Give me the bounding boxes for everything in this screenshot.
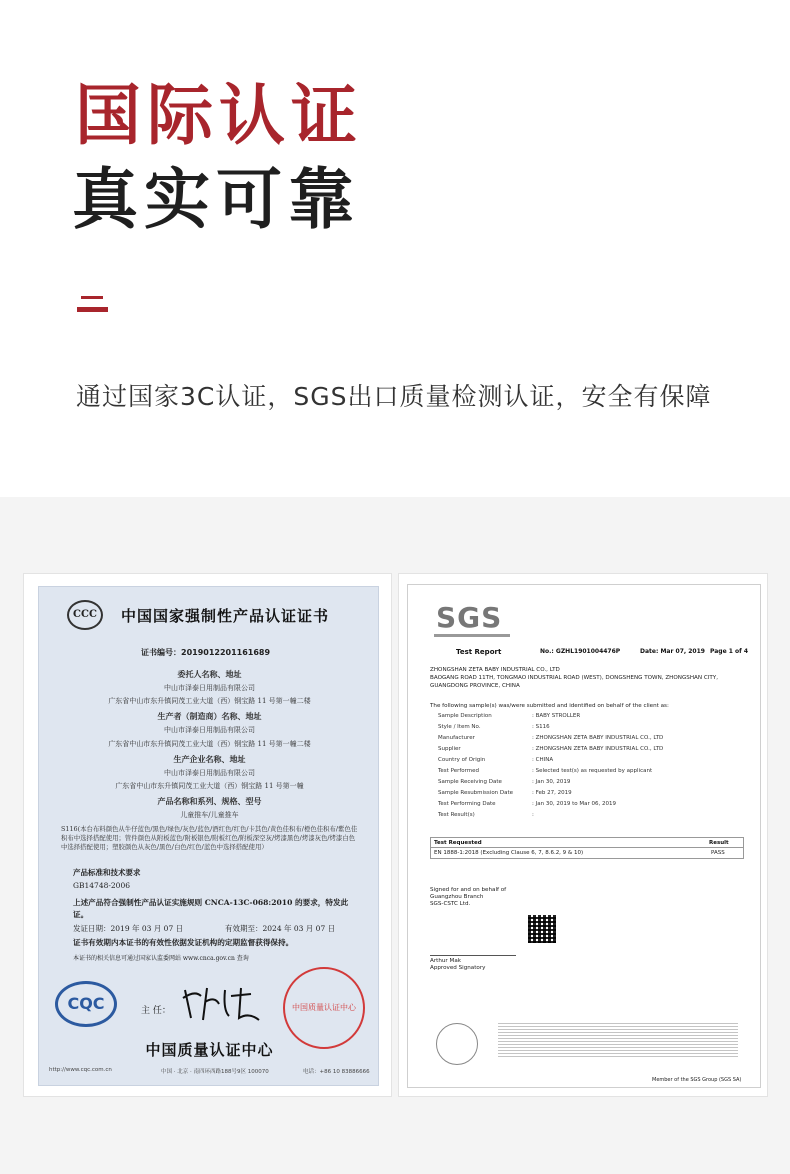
seal-text: 中国质量认证中心 (292, 1003, 356, 1012)
table-header-test: Test Requested (434, 840, 482, 846)
field-value: : Jan 30, 2019 to Mar 06, 2019 (532, 801, 616, 807)
issuing-organization: 中国质量认证中心 (145, 1041, 274, 1059)
maker-address: 广东省中山市东升镇同茂工业大道（西）钢宝路 11 号第一幢二楼 (108, 740, 311, 748)
subtitle: 通过国家3C认证，SGS出口质量检测认证，安全有保障 (76, 382, 712, 411)
field-value: : Selected test(s) as requested by applicant (532, 768, 653, 774)
client-address-line-2: BAOGANG ROAD 11TH, TONGMAO INDUSTRIAL ROAD (WEST), DONGSHENG TOWN, ZHONGSHAN CITY, (430, 675, 719, 681)
cert-title: 中国国家强制性产品认证证书 (121, 607, 330, 625)
qr-code-icon (528, 915, 556, 943)
report-date: Date: Mar 07, 2019 (640, 648, 705, 655)
factory-address: 广东省中山市东升镇同茂工业大道（西）钢宝路 11 号第一幢 (115, 782, 304, 790)
signature-line (430, 955, 516, 956)
cqc-logo-icon: CQC (55, 981, 117, 1027)
field-label: Sample Description (438, 713, 492, 719)
header-section (0, 0, 790, 497)
sgs-report-paper (407, 584, 761, 1088)
client-name: 中山市泽泰日用制品有限公司 (164, 684, 255, 692)
sample-intro: The following sample(s) was/were submitted and identified on behalf of the client as: (430, 703, 669, 709)
product-heading: 产品名称和系列、规格、型号 (157, 796, 262, 806)
field-label: Test Result(s) (438, 812, 475, 818)
title-reliable: 真实可靠 (72, 161, 360, 238)
field-label: Test Performed (438, 768, 480, 774)
table-cell-result: PASS (711, 850, 725, 856)
issue-date: 发证日期：2019 年 03 月 07 日 (73, 924, 184, 933)
conformity-statement: 上述产品符合强制性产品认证实施规则 CNCA-13C-068:2010 的要求，特发此证。 (73, 898, 349, 919)
cert-number: 证书编号：2019012201161689 (141, 648, 271, 657)
maker-name: 中山市泽泰日用制品有限公司 (164, 726, 255, 734)
field-value: : ZHONGSHAN ZETA BABY INDUSTRIAL CO., LTD (532, 746, 664, 752)
ccc-logo-icon: CCC (67, 600, 103, 630)
signer-name: Arthur Mak (430, 958, 461, 964)
client-heading: 委托人名称、地址 (177, 669, 242, 679)
field-label: Supplier (438, 746, 461, 752)
footer-address: 中国 · 北京 · 南四环西路188号9区 100070 (161, 1069, 269, 1075)
report-number: No.: GZHL1901004476P (540, 648, 621, 655)
title-international-certification: 国际认证 (75, 77, 363, 154)
field-value: : S116 (532, 724, 550, 730)
maker-heading: 生产者（制造商）名称、地址 (157, 711, 262, 721)
signed-line-3: SGS-CSTC Ltd. (430, 901, 471, 907)
report-page: Page 1 of 4 (710, 648, 748, 655)
client-address: 广东省中山市东升镇同茂工业大道（西）钢宝路 11 号第一幢二楼 (108, 697, 311, 705)
sgs-stamp-icon (436, 1023, 478, 1065)
section-number-two-icon (77, 296, 108, 314)
sgs-member-line: Member of the SGS Group (SGS SA) (652, 1077, 742, 1083)
field-value: : Feb 27, 2019 (532, 790, 572, 796)
product-description: S116(本台布料颜色从牛仔蓝色/黑色/绿色/灰色/蓝色/酒红色/红色/卡其色/黄色佳积布/橙色佳积布/紫色佳积布中选择搭配使用；管件颜色从附板蓝色/附板银色/附板红色/附板深空灰/烤漆黑色/烤漆灰色/烤漆白色中选择搭配使用；塑胶颜色从灰色/黑色/白色/红色/蓝色中选择搭配使用） (61, 825, 358, 851)
field-value: : BABY STROLLER (532, 713, 581, 719)
field-label: Style / Item No. (438, 724, 481, 730)
official-seal (283, 967, 365, 1049)
expiry-date: 有效期至：2024 年 03 月 07 日 (225, 924, 336, 933)
field-label: Manufacturer (438, 735, 475, 741)
table-cell-test: EN 1888-1:2018 (Excluding Clause 6, 7, 8.6.2, 9 & 10) (434, 850, 584, 856)
field-label: Test Performing Date (438, 801, 496, 807)
validity-note: 证书有效期内本证书的有效性依据发证机构的定期监督获得保持。 (73, 938, 294, 947)
report-title: Test Report (456, 648, 502, 656)
sgs-logo-underline (434, 634, 510, 637)
client-address-line-3: GUANGDONG PROVINCE, CHINA (430, 683, 520, 689)
factory-heading: 生产企业名称、地址 (173, 754, 246, 764)
signed-line-2: Guangzhou Branch (430, 894, 484, 900)
sgs-report-image (398, 573, 768, 1097)
field-value: : Jan 30, 2019 (532, 779, 571, 785)
fine-print-block (498, 1023, 738, 1059)
sgs-logo-icon: SGS (436, 601, 503, 634)
ccc-certificate-image (23, 573, 392, 1097)
test-result-table (430, 837, 744, 859)
ccc-certificate-paper (38, 586, 379, 1086)
query-note: 本证书的相关信息可通过国家认监委网站 www.cnca.gov.cn 查询 (73, 955, 249, 962)
signer-title: Approved Signatory (430, 965, 486, 971)
table-header-result: Result (709, 840, 729, 846)
standard-value: GB14748-2006 (73, 881, 130, 890)
product-name: 儿童推车/儿童推车 (180, 811, 239, 819)
field-value: : CHINA (532, 757, 554, 763)
field-label: Country of Origin (438, 757, 486, 763)
field-value: : ZHONGSHAN ZETA BABY INDUSTRIAL CO., LTD (532, 735, 664, 741)
client-address-line-1: ZHONGSHAN ZETA BABY INDUSTRIAL CO., LTD (430, 667, 560, 673)
director-label: 主 任： (141, 1006, 171, 1016)
signed-line-1: Signed for and on behalf of (430, 887, 507, 893)
footer-url: http://www.cqc.com.cn (49, 1067, 112, 1073)
field-value: : (532, 812, 534, 818)
director-signature (179, 982, 269, 1026)
factory-name: 中山市泽泰日用制品有限公司 (164, 769, 255, 777)
field-label: Sample Resubmission Date (438, 790, 514, 796)
standard-heading: 产品标准和技术要求 (73, 868, 141, 877)
field-label: Sample Receiving Date (438, 779, 502, 785)
footer-telephone: 电话：+86 10 83886666 (303, 1069, 370, 1075)
